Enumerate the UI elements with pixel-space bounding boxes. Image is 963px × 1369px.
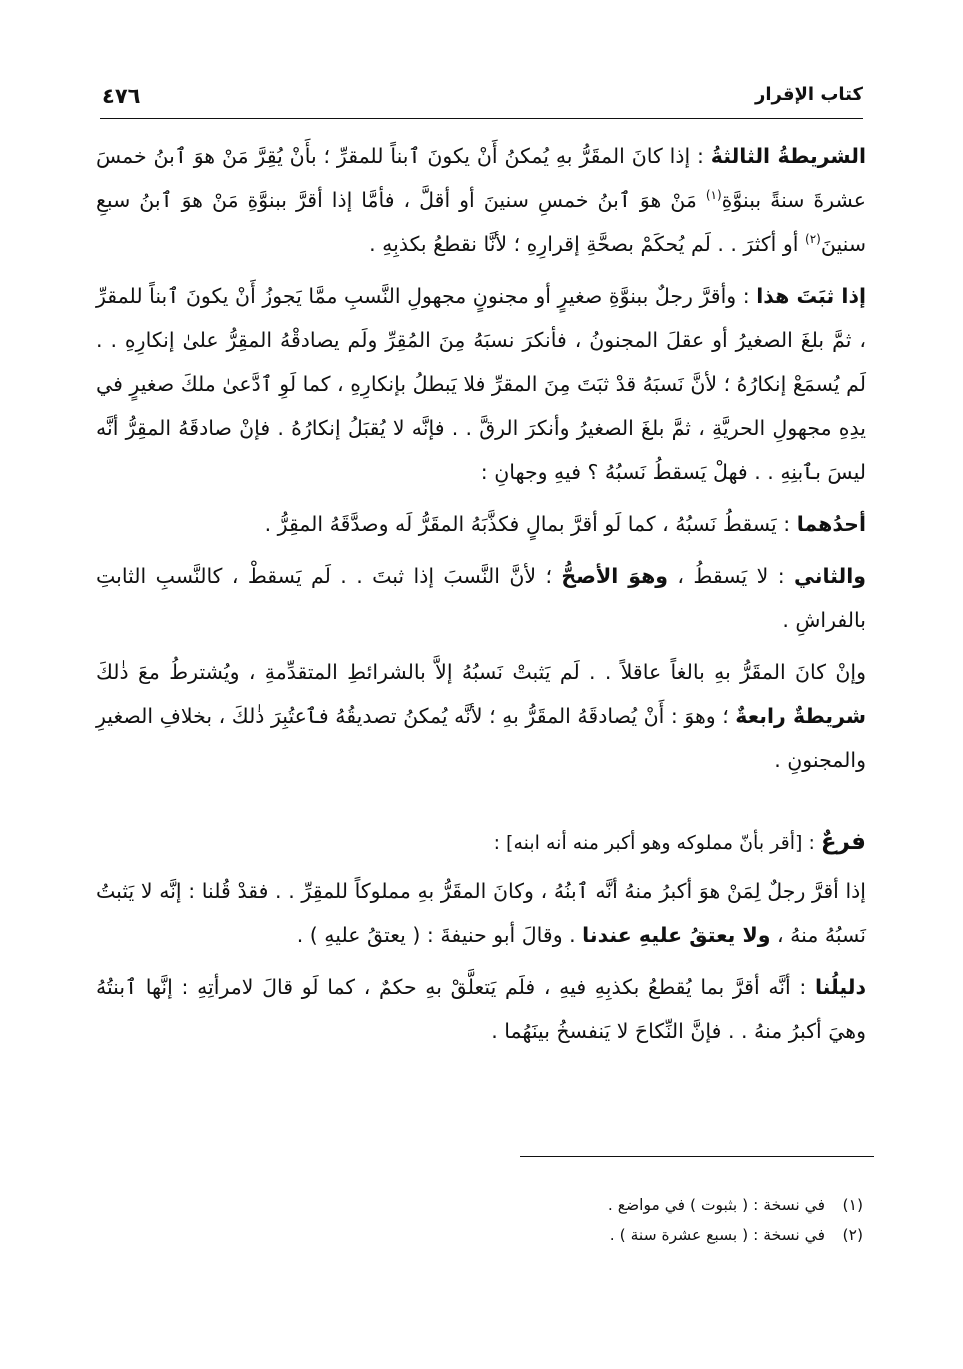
paragraph-text: : إذا كانَ المقَرُّ بهِ يُمكنُ أَنْ يكونَ ٱبناً للمقرِّ ؛ بأَنْ يُقِرَّ مَنْ هوَ ٱبنُ خمسَ عشرةَ سنةً ببنوَّةِ <box>96 144 866 212</box>
section-spacer <box>96 790 866 820</box>
footnote-divider <box>520 1156 874 1157</box>
page-header <box>100 78 863 119</box>
page-number: ٤٧٦ <box>102 84 141 108</box>
main-text <box>96 134 866 1061</box>
footnote-ref-1[interactable]: (١) <box>705 188 722 203</box>
paragraph-text: . وقالَ أبو حنيفةَ : ( يعتقُ عليهِ ) . <box>296 923 583 947</box>
paragraph-text: : وأقرَّ رجلٌ ببنوَّةِ صغيرٍ أو مجنونٍ مجهولِ النَّسبِ ممَّا يَجوزُ أَنْ يكونَ ٱبناً للمقرِّ ، ثمَّ بلغَ الصغيرُ أو عقلَ المجنونُ ، فأنكرَ نسبَهُ مِنَ المُقِرِّ ولَم يصادقْهُ المقِرُّ علىٰ إنكارِهِ . . لَم يُسمَعْ إنكارُهُ ؛ لأنَّ نَسبَهُ قدْ ثبَتَ مِنَ المقرِّ فلا يَبطلُ بإنكارِهِ ، كما لَوِ ٱدَّعىٰ ملكَ صغيرٍ في يدِهِ مجهولِ الحريَّةِ ، ثمَّ بلغَ الصغيرُ وأنكرَ الرقَّ . . فإنَّه لا يُقبَلُ إنكارُهُ . فإنْ صادقَهُ المقِرُّ أنَّه ليسَ بٱبنِهِ . . فهلْ يَسقطُ نَسبُهُ ؟ فيهِ وجهانِ : <box>96 284 866 484</box>
lead-term: أحدُهما <box>796 512 866 536</box>
footnote-ref-2[interactable]: (٢) <box>805 232 821 247</box>
paragraph-third-condition <box>96 134 866 266</box>
paragraph-evidence <box>96 965 866 1053</box>
emphasis-text: ولا يعتقُ عليهِ عندنا <box>582 923 771 947</box>
footnotes <box>263 1190 863 1250</box>
paragraph-text: : لا يَسقطُ ، <box>668 564 794 588</box>
footnote-text: في نسخة : ( بسبع عشرة سنة ) . <box>609 1226 825 1244</box>
footnote-item <box>263 1190 863 1220</box>
paragraph-if-established <box>96 274 866 494</box>
emphasis-text: وهوَ الأصحُّ <box>561 564 669 588</box>
running-title: كتاب الإقرار <box>754 84 863 105</box>
paragraph-text: : يَسقطُ نَسبُهُ ، كما لَو أقرَّ بمالٍ فكذَّبَهُ المقَرُّ لَه وصدَّقَهُ المقِرُّ . <box>264 512 797 536</box>
emphasis-text: شريطةٌ رابعةٌ <box>735 704 866 728</box>
footnote-number: (٢) <box>842 1226 863 1244</box>
paragraph-first-view <box>96 502 866 546</box>
paragraph-older-slave <box>96 869 866 957</box>
lead-term: دليلُنا <box>814 975 866 999</box>
lead-term: والثاني <box>794 564 866 588</box>
paragraph-text: أو أكثرَ . . لَم يُحكَمْ بصحَّةِ إقرارِهِ ؛ لأنَّا نقطعُ بكذبِهِ . <box>369 232 806 256</box>
footnote-item <box>263 1220 863 1250</box>
paragraph-adult-case <box>96 650 866 782</box>
footnote-number: (١) <box>842 1196 863 1214</box>
section-label: فرعٌ <box>820 829 866 855</box>
section-topic: : [أقر بأنّ مملوكه وهو أكبر منه أنه ابنه] : <box>493 832 821 854</box>
footnote-text: في نسخة : ( بثبوت ) في مواضع . <box>607 1196 825 1214</box>
section-heading <box>96 820 866 865</box>
lead-term: إذا ثبَتَ هذا <box>756 284 866 308</box>
paragraph-text: وإنْ كانَ المقَرُّ بهِ بالغاً عاقلاً . . لَم يَثبتْ نَسبُهُ إلاَّ بالشرائطِ المتقدِّمةِ ، ويُشترطُ معَ ذٰلكَ <box>96 660 866 684</box>
paragraph-text: مَنْ هوَ ٱبنُ خمسِ سنينَ أو أقلَّ ، فأمَّا إذا أقرَّ ببنوَّةِ مَنْ هوَ ٱبنُ سبعِ سنينَ <box>96 188 866 256</box>
lead-term: الشريطةُ الثالثةُ <box>710 144 866 168</box>
paragraph-text: ؛ وهوَ : أَنْ يُصادقَهُ المقَرُّ بهِ ؛ لأنَّه يُمكنُ تصديقُهُ فٱعتُبِرَ ذٰلكَ ، بخلافِ الصغيرِ والمجنونِ . <box>96 704 866 772</box>
paragraph-second-view <box>96 554 866 642</box>
paragraph-text: إذا أقرَّ رجلٌ لِمَنْ هوَ أكبرُ منهُ أنَّه ٱبنُهُ ، وكانَ المقَرُّ بهِ مملوكاً للمقِرِّ . . فقدْ قُلنا : إنَّه لا يَثبتُ نَسبُهُ منهُ ، <box>96 879 866 947</box>
paragraph-text: ؛ لأنَّ النَّسبَ إذا ثبتَ . . لَم يَسقطْ ، كالنَّسبِ الثابتِ بالفراشِ . <box>96 564 866 632</box>
paragraph-text: : أنَّه أقرَّ بما يُقطعُ بكذبِهِ فيهِ ، فلَم يَتعلَّقْ بهِ حكمٌ ، كما لَو قالَ لامرأتِهِ : إنَّها ٱبنتُهُ وهيَ أكبرُ منهُ . . فإنَّ النِّكاحَ لا يَنفسخُ بينَهُما . <box>96 975 866 1043</box>
